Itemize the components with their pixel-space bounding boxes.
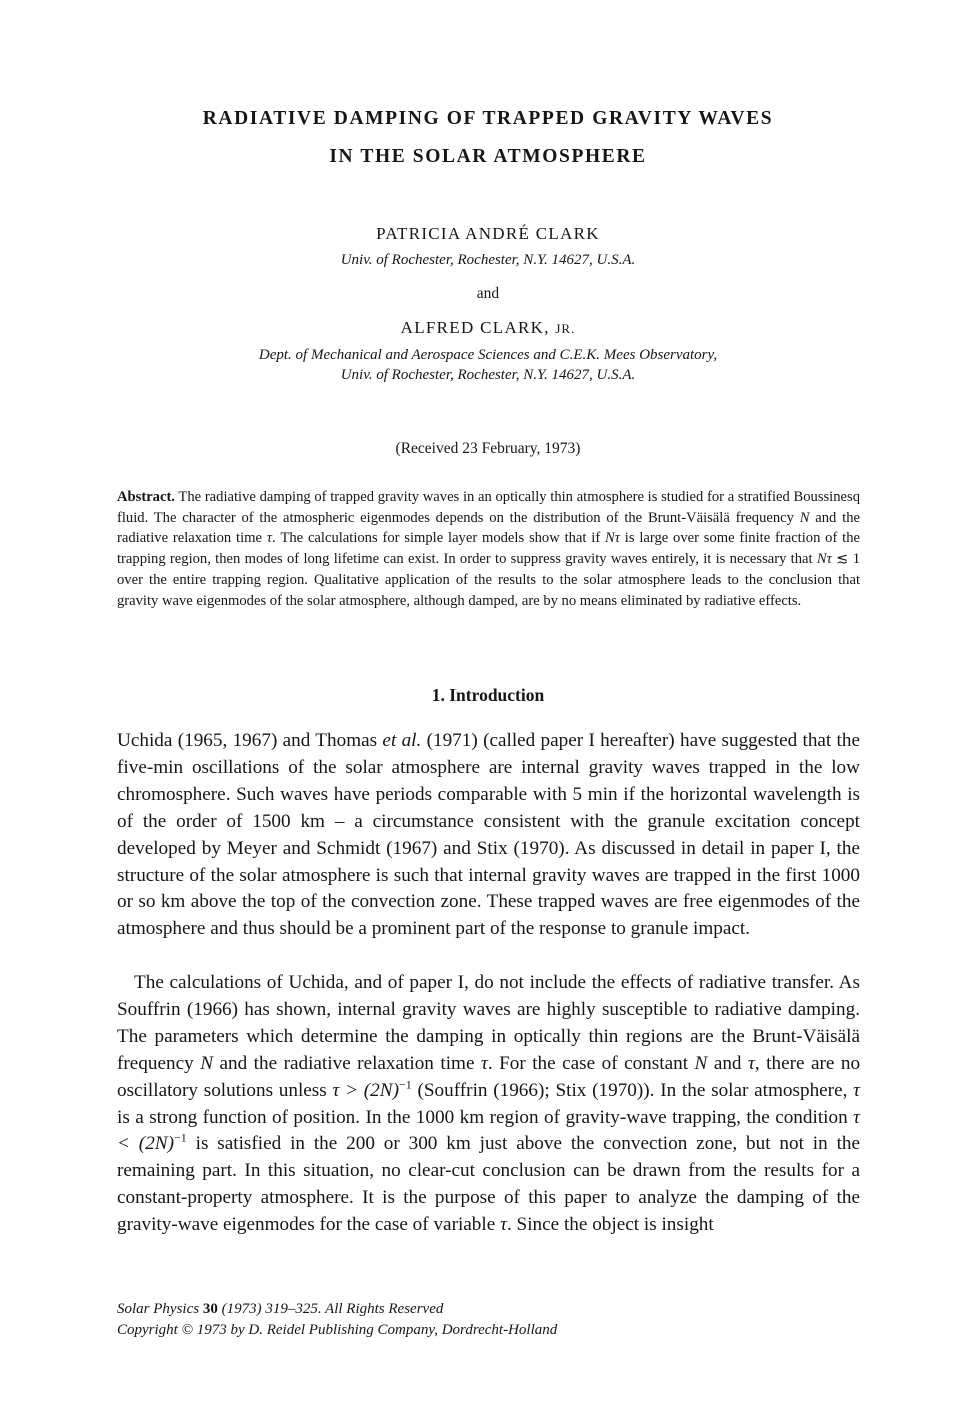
body-text: The calculations of Uchida, and of paper I, do not include the effects of radiative transfer. As Souffrin (1966) has shown, internal gravity waves are highly susceptible to radiative damping. The parameters which determine the damping in optically thin regions are the Brunt-Väisälä frequency bbox=[117, 972, 860, 1074]
body-text: Uchida (1965, 1967) and Thomas bbox=[117, 730, 378, 751]
symbol-tau: τ bbox=[500, 1214, 507, 1236]
author1-affiliation: Univ. of Rochester, Rochester, N.Y. 14627, U.S.A. bbox=[340, 252, 636, 268]
abstract-text: The radiative damping of trapped gravity waves in an optically thin atmosphere is studied for a stratified Boussinesq fluid. The character of the atmospheric eigenmodes depends on the distribution of the Brunt-Väisälä frequency bbox=[117, 489, 860, 526]
footer-copyright: Copyright © 1973 by D. Reidel Publishing Company, Dordrecht-Holland bbox=[117, 1322, 558, 1338]
paper-title-line1: RADIATIVE DAMPING OF TRAPPED GRAVITY WAVES bbox=[202, 108, 774, 129]
abstract-text: . The calculations for simple layer models show that if bbox=[272, 530, 601, 547]
body-text: is satisfied in the 200 or 300 km just above the convection zone, but not in the remaining part. In this situation, no clear-cut conclusion can be drawn from the results for a constant-property atmosphere. It is the purpose of this paper to analyze the damping of the gravity-wave eigenmodes for the case of variable bbox=[117, 1133, 861, 1236]
symbol-N: N bbox=[200, 1052, 214, 1074]
paragraph-2 bbox=[117, 970, 860, 1239]
body-text: . Since the object is insight bbox=[506, 1214, 714, 1236]
body-text: . For the case of constant bbox=[487, 1052, 689, 1074]
body-text: and the radiative relaxation time bbox=[219, 1052, 475, 1074]
author2-name: ALFRED CLARK, bbox=[400, 318, 550, 337]
symbol-N-tau: Nτ bbox=[605, 530, 620, 547]
citation-rest: (1973) 319–325. All Rights Reserved bbox=[221, 1301, 444, 1317]
symbol-tau: τ bbox=[853, 1079, 861, 1101]
author2-affiliation-line2: Univ. of Rochester, Rochester, N.Y. 14627, U.S.A. bbox=[340, 367, 636, 383]
author1-name: PATRICIA ANDRÉ CLARK bbox=[376, 224, 600, 243]
symbol-tau: τ bbox=[748, 1052, 755, 1074]
author2-name-line bbox=[0, 318, 976, 338]
received-date: (Received 23 February, 1973) bbox=[395, 440, 581, 457]
body-text: and bbox=[713, 1052, 742, 1074]
body-text: , there are no oscillatory solutions unless bbox=[117, 1052, 861, 1101]
superscript: −1 bbox=[173, 1131, 187, 1146]
author-conjunction: and bbox=[476, 285, 500, 302]
superscript: −1 bbox=[398, 1077, 412, 1092]
body-text: (Souffrin (1966); Stix (1970)). In the solar atmosphere, bbox=[417, 1079, 848, 1101]
symbol-N: N bbox=[799, 509, 810, 526]
et-al: et al. bbox=[382, 730, 422, 751]
abstract-text: and the radiative relaxation time bbox=[117, 509, 860, 547]
symbol-tau: τ bbox=[480, 1052, 488, 1074]
section-heading: 1. Introduction bbox=[431, 685, 545, 705]
footer-citation bbox=[117, 1301, 443, 1318]
journal-volume: 30 bbox=[202, 1301, 218, 1317]
paragraph-1 bbox=[117, 728, 860, 943]
author2-affiliation-line1: Dept. of Mechanical and Aerospace Sciences and C.E.K. Mees Observatory, bbox=[258, 347, 718, 363]
body-text: (1971) (called paper I hereafter) have suggested that the five-min oscillations of the solar atmosphere are internal gravity waves trapped in the low chromosphere. Such waves have periods comparable with 5 min if the horizontal wavelength is of the order of 1500 km – a circumstance consistent with the granule excitation concept developed by Meyer and Schmidt (1967) and Stix (1970). As discussed in detail in paper I, the structure of the solar atmosphere is such that internal gravity waves are trapped in the first 1000 or so km above the top of the convection zone. These trapped waves are free eigenmodes of the atmosphere and thus should be a prominent part of the response to granule impact. bbox=[117, 730, 861, 940]
symbol-tau: τ bbox=[266, 530, 272, 547]
inequality: τ < (2N) bbox=[117, 1106, 861, 1155]
abstract-label: Abstract. bbox=[117, 489, 175, 505]
paper-title-line2: IN THE SOLAR ATMOSPHERE bbox=[329, 146, 647, 167]
abstract-text: ≲ 1 over the entire trapping region. Qualitative application of the results to the solar atmosphere leads to the conclusion that gravity wave eigenmodes of the solar atmosphere, although damped, are by no means eliminated by radiative effects. bbox=[117, 551, 860, 609]
symbol-N: N bbox=[694, 1052, 708, 1074]
body-text: is a strong function of position. In the 1000 km region of gravity-wave trapping, the condition bbox=[117, 1106, 848, 1128]
abstract bbox=[117, 487, 860, 611]
inequality: τ > (2N) bbox=[332, 1079, 399, 1101]
abstract-text: is large over some finite fraction of the trapping region, then modes of long lifetime can exist. In order to suppress gravity waves entirely, it is necessary that bbox=[117, 530, 860, 568]
author2-suffix: JR. bbox=[555, 321, 576, 336]
journal-name: Solar Physics bbox=[117, 1301, 200, 1317]
symbol-N-tau: Nτ bbox=[816, 551, 832, 568]
